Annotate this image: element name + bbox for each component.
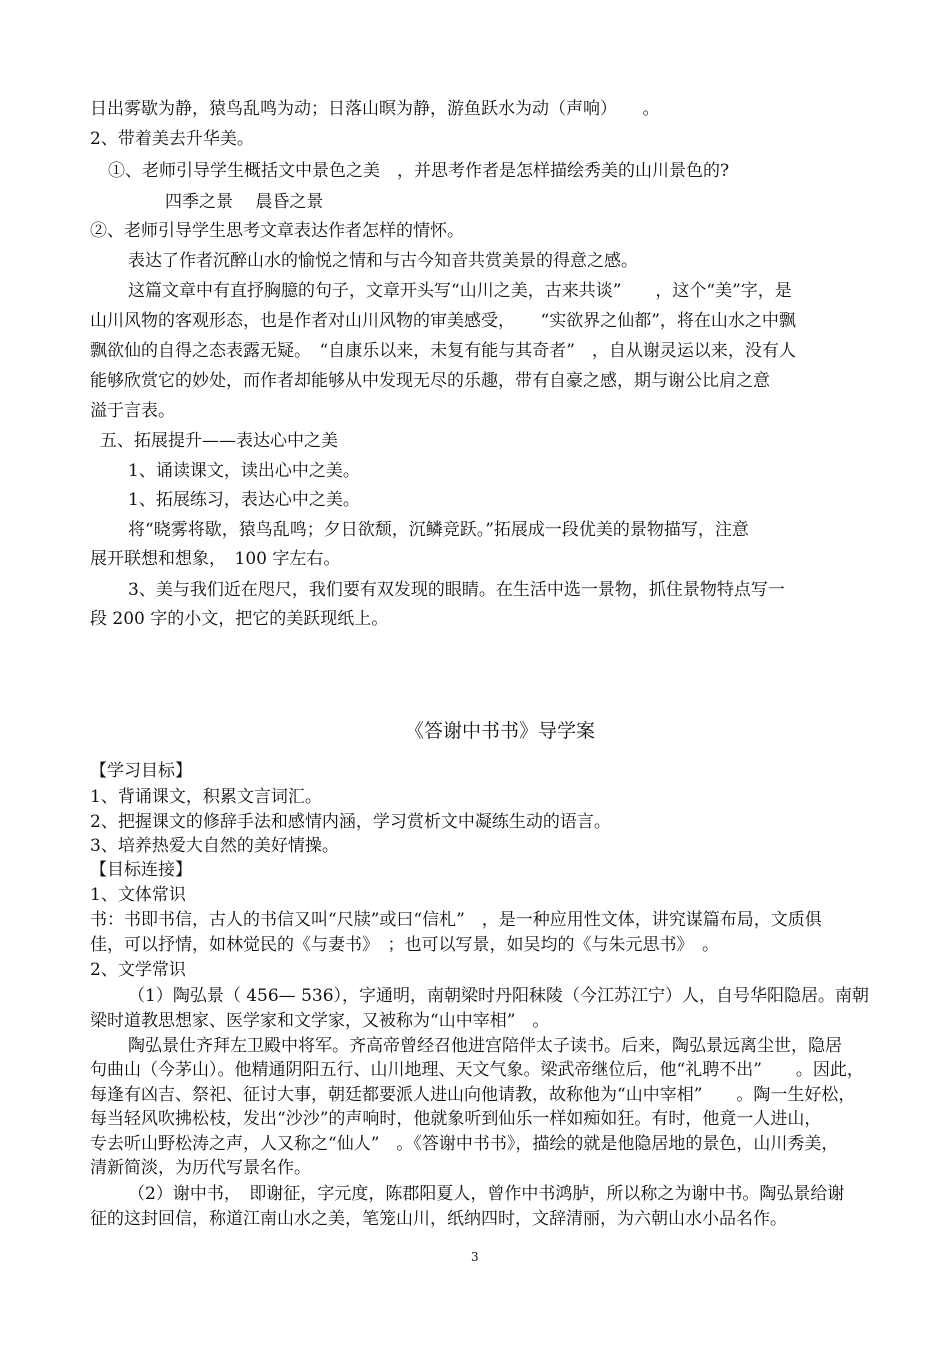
text-line: （1）陶弘景（ 456— 536），字通明，南朝梁时丹阳秣陵（今江苏江宁）人，自号华阳隐居。南朝 [128,986,870,1006]
text-line: 清新简淡，为历代写景名作。 [90,1158,311,1178]
text-line: 专去听山野松涛之声，人又称之“仙人” 。《答谢中书书》，描绘的就是他隐居地的景色，山川秀美， [90,1134,839,1154]
text-line: 能够欣赏它的妙处，而作者却能够从中发现无尽的乐趣，带有自豪之感，期与谢公比肩之意 [90,371,770,391]
text-line: 2、把握课文的修辞手法和感情内涵，学习赏析文中凝练生动的语言。 [90,812,611,832]
text-line: 每当轻风吹拂松枝，发出“沙沙”的声响时，他就象听到仙乐一样如痴如狂。有时，他竟一人进山， [90,1109,822,1129]
text-line: 书：书即书信，古人的书信又叫“尺牍”或曰“信札” ，是一种应用性文体，讲究谋篇布局，文质俱 [90,910,822,930]
text-line: 3、培养热爱大自然的美好情操。 [90,836,339,856]
text-line: （2）谢中书， 即谢征，字元度，陈郡阳夏人，曾作中书鸿胪，所以称之为谢中书。陶弘景给谢 [128,1184,845,1204]
text-line: 展开联想和想象， 100 字左右。 [90,549,341,569]
text-line: 山川风物的客观形态，也是作者对山川风物的审美感受， “实欲界之仙都”，将在山水之中飘 [90,311,796,331]
text-line: 溢于言表。 [90,401,175,421]
text-line: 1、拓展练习，表达心中之美。 [128,490,360,510]
text-line: 梁时道教思想家、医学家和文学家，又被称为“山中宰相” 。 [90,1011,550,1031]
text-line: 2、文学常识 [90,960,186,980]
text-line: 佳，可以抒情，如林觉民的《与妻书》 ；也可以写景，如吴均的《与朱元思书》 。 [90,935,719,955]
text-line: 1、背诵课文，积累文言词汇。 [90,787,322,807]
text-line: 飘欲仙的自得之态表露无疑。 “自康乐以来，未复有能与其奇者” ，自从谢灵运以来，没有人 [90,341,796,361]
text-line: 四季之景 晨昏之景 [165,192,324,212]
text-line: 1、文体常识 [90,885,186,905]
text-line: 句曲山（今茅山）。他精通阴阳五行、山川地理、天文气象。梁武帝继位后，他“礼聘不出” 。因此， [90,1060,864,1080]
text-line: 3、美与我们近在咫尺，我们要有双发现的眼睛。在生活中选一景物，抓住景物特点写一 [128,580,785,600]
section-heading: 【学习目标】 [90,761,192,781]
text-line: 征的这封回信，称道江南山水之美，笔笼山川，纸纳四时，文辞清丽，为六朝山水小品名作。 [90,1209,787,1229]
text-line: 表达了作者沉醉山水的愉悦之情和与古今知音共赏美景的得意之感。 [128,251,638,271]
text-line: 这篇文章中有直抒胸臆的句子，文章开头写“山川之美，古来共谈” ，这个“美”字，是 [128,281,792,301]
page-number: 3 [471,1250,479,1264]
text-line: ②、老师引导学生思考文章表达作者怎样的情怀。 [90,221,464,241]
text-line: 日出雾歇为静，猿鸟乱鸣为动；日落山暝为静，游鱼跃水为动（声响） 。 [90,99,660,119]
section-heading: 【目标连接】 [90,860,192,880]
section-heading: 五、拓展提升——表达心中之美 [100,431,338,451]
text-line: ①、老师引导学生概括文中景色之美 ，并思考作者是怎样描绘秀美的山川景色的? [108,161,730,181]
document-title: 《答谢中书书》导学案 [405,720,596,742]
text-line: 将“晓雾将歇，猿鸟乱鸣；夕日欲颓，沉鳞竞跃。”拓展成一段优美的景物描写，注意 [128,520,749,540]
text-line: 每逢有凶吉、祭祀、征讨大事，朝廷都要派人进山向他请教，故称他为“山中宰相” 。陶一生好松， [90,1085,856,1105]
text-line: 1、诵读课文，读出心中之美。 [128,461,360,481]
text-line: 段 200 字的小文，把它的美跃现纸上。 [90,609,389,629]
text-line: 陶弘景仕齐拜左卫殿中将军。齐高帝曾经召他进宫陪伴太子读书。后来，陶弘景远离尘世，隐居 [128,1036,842,1056]
text-line: 2、带着美去升华美。 [90,129,254,149]
